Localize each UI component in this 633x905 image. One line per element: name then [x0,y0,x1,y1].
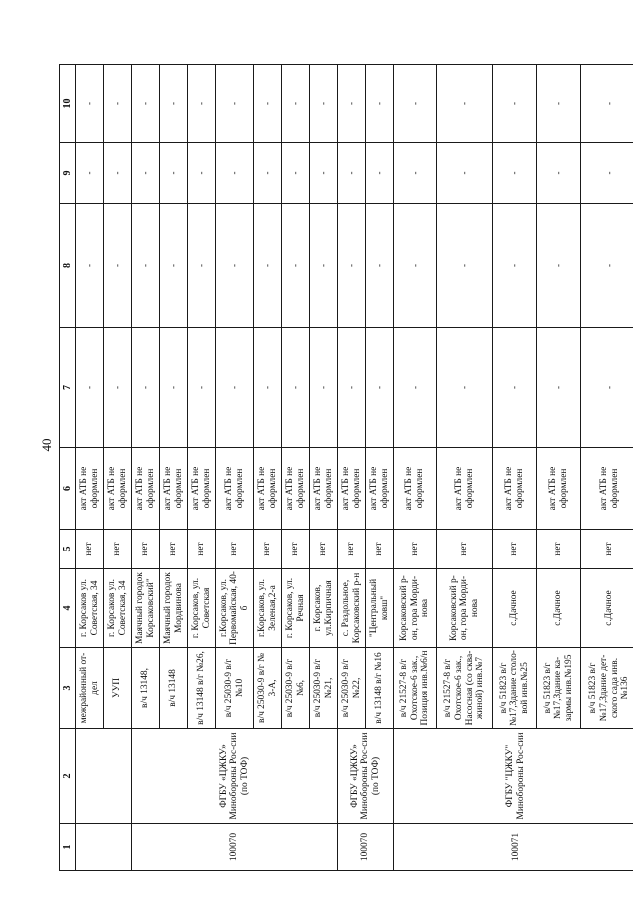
act-cell: акт АТБ не оформлен [537,448,581,530]
act-cell: акт АТБ не оформлен [366,448,394,530]
col7-cell: - [188,328,216,448]
col9-cell: - [338,143,366,204]
col7-cell: - [493,328,537,448]
status-cell: нет [338,530,366,569]
table-row [132,65,160,871]
col9-cell: - [437,143,493,204]
act-cell: акт АТБ не оформлен [132,448,160,530]
act-cell: акт АТБ не оформлен [394,448,437,530]
col8-cell: - [338,204,366,328]
col8-cell: - [254,204,282,328]
org-name-cell: ФГБУ "ЦЖКУ" Минобороны Рос-сии [394,729,633,824]
address-cell: с.Дачное [493,569,537,648]
col8-cell: - [188,204,216,328]
col8-cell: - [132,204,160,328]
address-cell: Корсаковский р-он, гора Морди-нова [437,569,493,648]
col10-cell: - [132,65,160,143]
col10-cell: - [366,65,394,143]
col10-cell: - [76,65,104,143]
col-header: 1 [60,824,76,871]
col9-cell: - [254,143,282,204]
header-row [60,65,76,871]
address-cell: с.Дачное [537,569,581,648]
status-cell: нет [104,530,132,569]
col-header: 10 [60,65,76,143]
col9-cell: - [537,143,581,204]
unit-cell: в/ч 21527-8 в/г Охотское-6 зак., Насосная (со сква-жиной) инв.№7 [437,648,493,729]
act-cell: акт АТБ не оформлен [282,448,310,530]
unit-cell: в/ч 25030-9 в/г №6, [282,648,310,729]
col10-cell: - [188,65,216,143]
col-header: 2 [60,729,76,824]
unit-cell: в/ч 25030-9 в/г №10 [216,648,254,729]
address-cell: Корсаковский р-он, гора Морди-нова [394,569,437,648]
status-cell: нет [537,530,581,569]
col9-cell: - [366,143,394,204]
col7-cell: - [366,328,394,448]
col8-cell: - [366,204,394,328]
act-cell: акт АТБ не оформлен [493,448,537,530]
act-cell: акт АТБ не оформлен [76,448,104,530]
facilities-table [59,64,633,871]
unit-cell: в/ч 13148, [132,648,160,729]
rotated-table-container [59,65,631,871]
col10-cell: - [160,65,188,143]
status-cell: нет [160,530,188,569]
status-cell: нет [394,530,437,569]
col7-cell: - [437,328,493,448]
act-cell: акт АТБ не оформлен [437,448,493,530]
address-cell: г. Корсаков ул. Советская, 34 [76,569,104,648]
unit-cell: в/ч 13148 в/г №26, [188,648,216,729]
col-header: 6 [60,448,76,530]
col-header: 5 [60,530,76,569]
table-row [394,65,437,871]
col7-cell: - [104,328,132,448]
col-header: 8 [60,204,76,328]
address-cell: "Центральный ковш" [366,569,394,648]
status-cell: нет [493,530,537,569]
org-code-cell: 100071 [394,824,633,871]
org-name-cell [76,729,132,824]
col8-cell: - [581,204,633,328]
col-header: 9 [60,143,76,204]
col10-cell: - [104,65,132,143]
col9-cell: - [132,143,160,204]
col7-cell: - [310,328,338,448]
col7-cell: - [76,328,104,448]
status-cell: нет [282,530,310,569]
col7-cell: - [160,328,188,448]
org-code-cell: 100070 [132,824,338,871]
address-cell: г. Корсаков ул. Советская, 34 [104,569,132,648]
col8-cell: - [76,204,104,328]
col10-cell: - [254,65,282,143]
status-cell: нет [310,530,338,569]
address-cell: г.Корсаков, ул. Зеленая,2-а [254,569,282,648]
address-cell: г. Корсаков, ул. Советская [188,569,216,648]
col9-cell: - [282,143,310,204]
address-cell: г.Корсаков, ул. Первомайская, 40-б [216,569,254,648]
col8-cell: - [282,204,310,328]
unit-cell: в/ч 13148 в/г №16 [366,648,394,729]
col7-cell: - [581,328,633,448]
col9-cell: - [216,143,254,204]
org-name-cell: ФГБУ «ЦЖКУ» Минобороны Рос-сии (по ТОФ) [132,729,338,824]
address-cell: Маячный городок Корсаковский" [132,569,160,648]
act-cell: акт АТБ не оформлен [310,448,338,530]
col10-cell: - [282,65,310,143]
unit-cell: в/ч 51823 в/г №17,Здание дет-ского сада инв.№136 [581,648,633,729]
unit-cell: в/ч 25030-9 в/г №21, [310,648,338,729]
col8-cell: - [493,204,537,328]
unit-cell: в/ч 51823 в/г №17,Здание столо-вой инв.№25 [493,648,537,729]
col9-cell: - [188,143,216,204]
org-code-cell: 100070 [338,824,394,871]
col8-cell: - [437,204,493,328]
org-name-cell: ФГБУ «ЦЖКУ» Минобороны Рос-сии (по ТОФ) [338,729,394,824]
col7-cell: - [282,328,310,448]
col8-cell: - [104,204,132,328]
act-cell: акт АТБ не оформлен [581,448,633,530]
unit-cell: в/ч 51823 в/г №17,Здание ка-зармы инв.№195 [537,648,581,729]
unit-cell: межрайонный от-дел [76,648,104,729]
org-code-cell [76,824,132,871]
col9-cell: - [104,143,132,204]
col-header: 4 [60,569,76,648]
status-cell: нет [254,530,282,569]
address-cell: г. Корсаков, ул. Речная [282,569,310,648]
unit-cell: в/ч 13148 [160,648,188,729]
col8-cell: - [394,204,437,328]
col10-cell: - [437,65,493,143]
col9-cell: - [581,143,633,204]
col7-cell: - [338,328,366,448]
col-header: 7 [60,328,76,448]
col9-cell: - [160,143,188,204]
col7-cell: - [216,328,254,448]
act-cell: акт АТБ не оформлен [254,448,282,530]
col9-cell: - [493,143,537,204]
act-cell: акт АТБ не оформлен [338,448,366,530]
status-cell: нет [188,530,216,569]
act-cell: акт АТБ не оформлен [216,448,254,530]
act-cell: акт АТБ не оформлен [188,448,216,530]
col7-cell: - [132,328,160,448]
col9-cell: - [394,143,437,204]
col10-cell: - [310,65,338,143]
col10-cell: - [394,65,437,143]
act-cell: акт АТБ не оформлен [104,448,132,530]
address-cell: с. Раздольное, Корсаковский р-н [338,569,366,648]
unit-cell: в/ч 21527-8 в/г Охотское-6 зак., Позиция инв.№6/н [394,648,437,729]
col8-cell: - [537,204,581,328]
address-cell: Маячный городок Мордвинова [160,569,188,648]
address-cell: г. Корсаков, ул.Кирпичная [310,569,338,648]
col10-cell: - [493,65,537,143]
col8-cell: - [216,204,254,328]
col7-cell: - [394,328,437,448]
col-header: 3 [60,648,76,729]
col10-cell: - [537,65,581,143]
unit-cell: в/ч 25030-9 в/г № 3-А, [254,648,282,729]
col8-cell: - [310,204,338,328]
unit-cell: УУП [104,648,132,729]
table-row [338,65,366,871]
col7-cell: - [254,328,282,448]
col9-cell: - [310,143,338,204]
col10-cell: - [216,65,254,143]
table-row [76,65,104,871]
status-cell: нет [132,530,160,569]
col10-cell: - [581,65,633,143]
status-cell: нет [76,530,104,569]
unit-cell: в/ч 25030-9 в/г №22, [338,648,366,729]
status-cell: нет [581,530,633,569]
col10-cell: - [338,65,366,143]
address-cell: с.Дачное [581,569,633,648]
act-cell: акт АТБ не оформлен [160,448,188,530]
status-cell: нет [216,530,254,569]
col8-cell: - [160,204,188,328]
col7-cell: - [537,328,581,448]
status-cell: нет [437,530,493,569]
status-cell: нет [366,530,394,569]
col9-cell: - [76,143,104,204]
page-number: 40 [39,438,54,452]
